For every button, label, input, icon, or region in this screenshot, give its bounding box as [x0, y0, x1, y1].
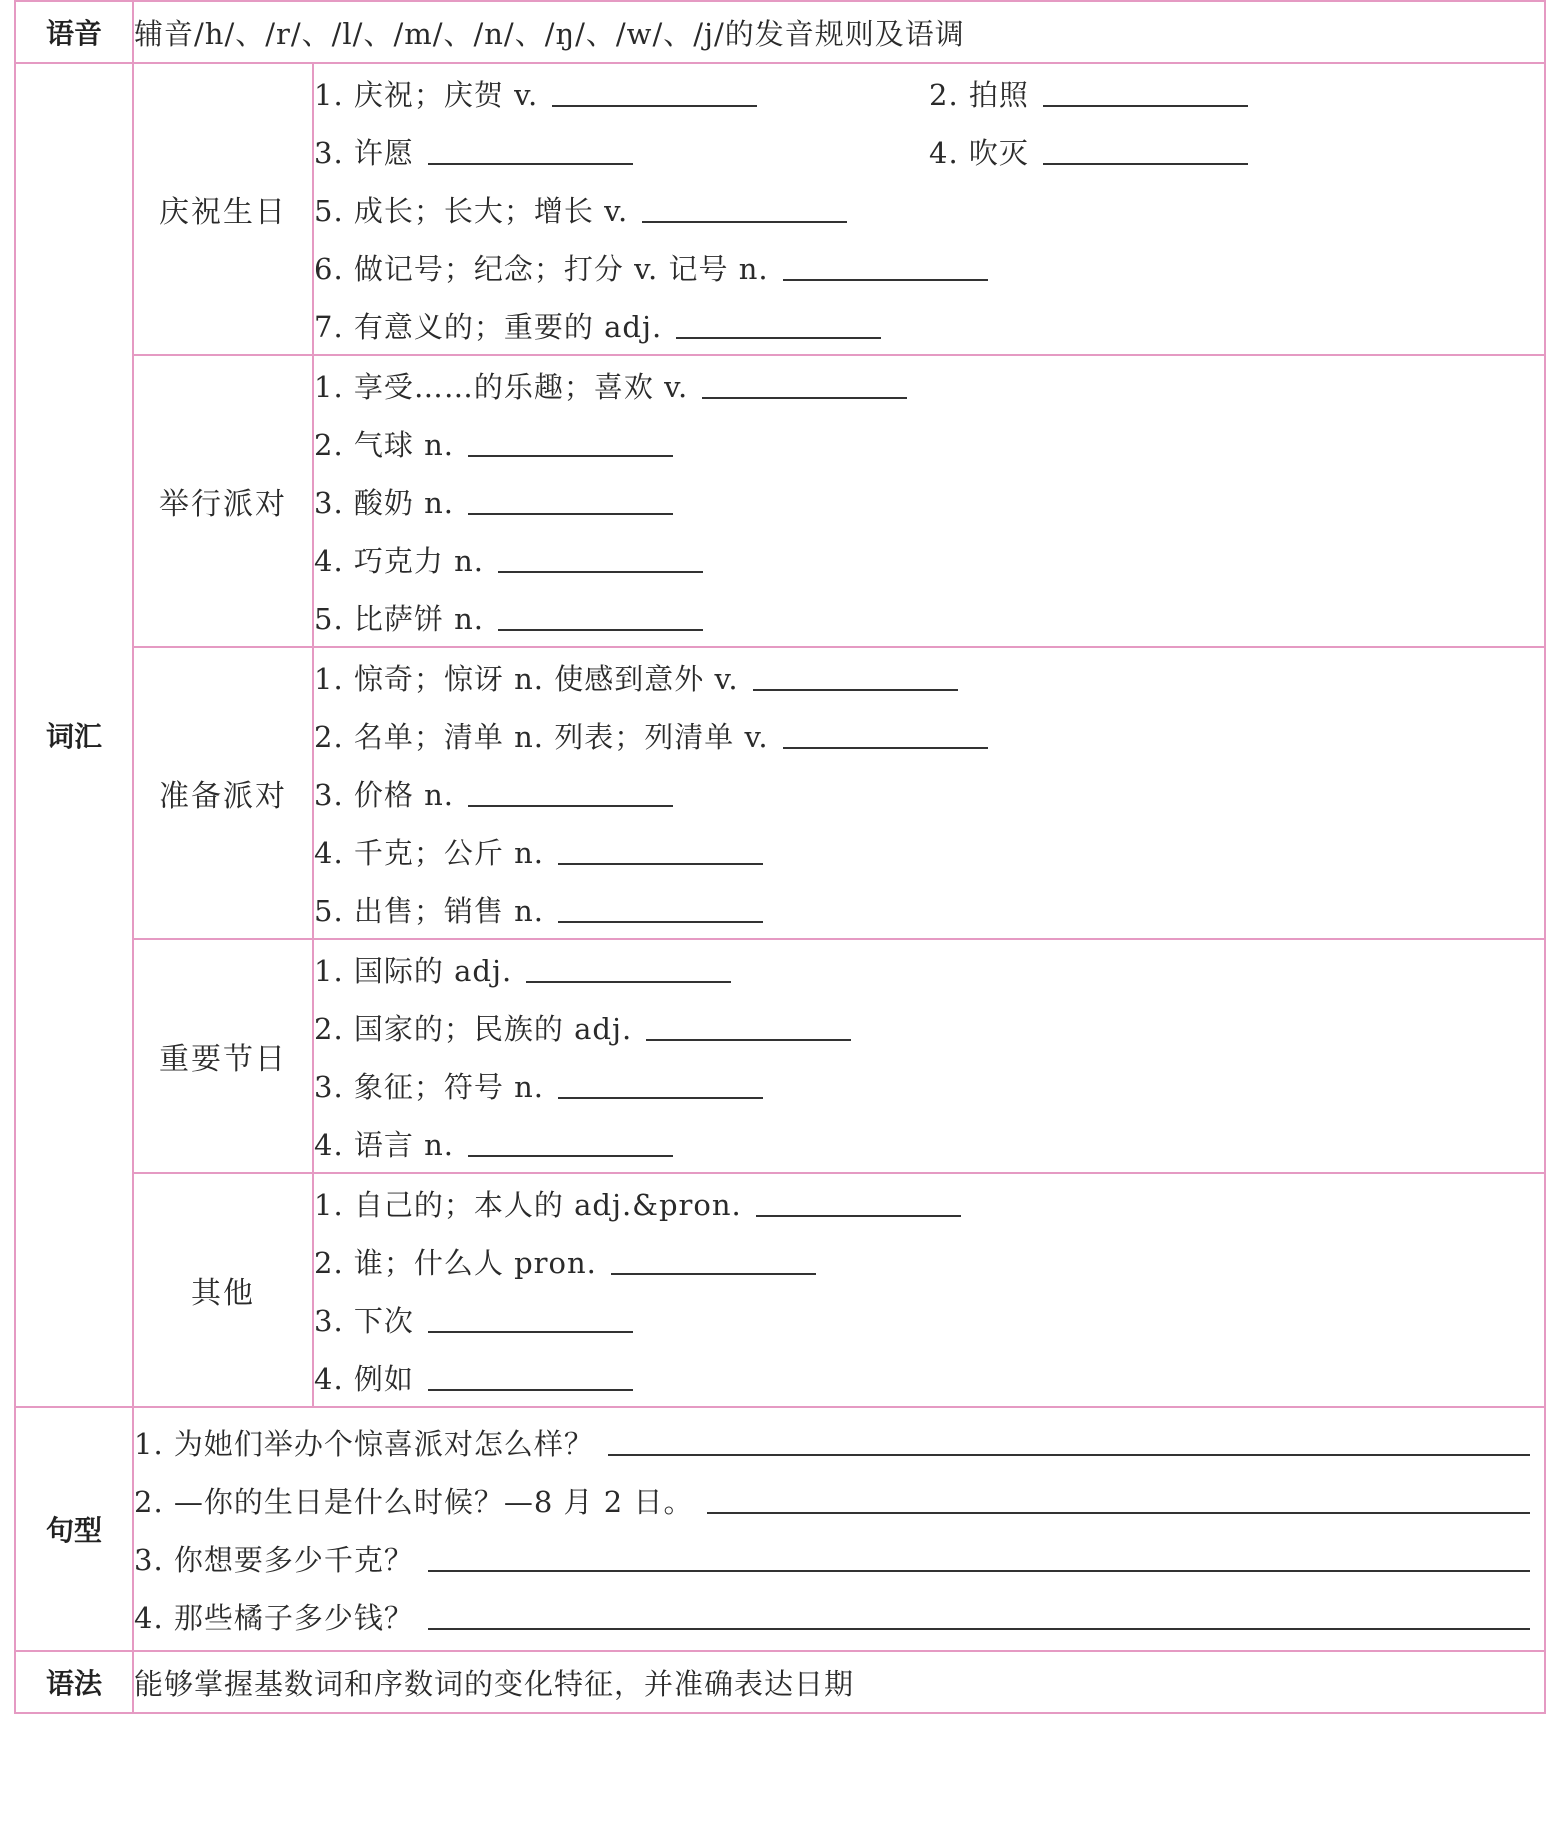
review-table: [14, 0, 1546, 1714]
vocab-item-text: 1. 享受……的乐趣；喜欢 v.: [314, 369, 689, 404]
answer-blank[interactable]: [756, 1189, 961, 1217]
answer-blank[interactable]: [428, 1544, 1530, 1572]
vocab-item-text: 3. 象征；符号 n.: [314, 1069, 545, 1104]
vocab-item-row: [314, 1290, 1544, 1348]
sentence-text: 1. 为她们举办个惊喜派对怎么样？: [134, 1426, 594, 1461]
vocabulary-header: 词汇: [15, 63, 133, 1407]
vocab-item-row: [314, 1056, 1544, 1114]
vocab-item-row: [314, 706, 1544, 764]
sentence-text: 4. 那些橘子多少钱？: [134, 1600, 414, 1635]
vocab-item-row: [314, 998, 1544, 1056]
vocab-item-row: [314, 764, 1544, 822]
answer-blank[interactable]: [646, 1013, 851, 1041]
answer-blank[interactable]: [498, 545, 703, 573]
review-table-sheet: [14, 0, 1544, 1828]
answer-blank[interactable]: [558, 895, 763, 923]
vocab-group-celebrate: [15, 63, 1545, 355]
vocab-group-festivals: [15, 939, 1545, 1173]
answer-blank[interactable]: [468, 429, 673, 457]
vocab-item-row: [314, 588, 1544, 646]
vocab-item-row: [314, 238, 1544, 296]
vocab-item-row: [314, 472, 1544, 530]
vocab-item-text: 4. 千克；公斤 n.: [314, 835, 545, 870]
answer-blank[interactable]: [558, 1071, 763, 1099]
vocab-item-row: [314, 822, 1544, 880]
sentences-row: [15, 1407, 1545, 1651]
vocab-item-row: [314, 1114, 1544, 1172]
answer-blank[interactable]: [526, 955, 731, 983]
answer-blank[interactable]: [753, 663, 958, 691]
answer-blank[interactable]: [642, 195, 847, 223]
vocab-item-text: 5. 比萨饼 n.: [314, 601, 485, 636]
vocab-group-label: 庆祝生日: [133, 63, 313, 355]
grammar-content: 能够掌握基数词和序数词的变化特征，并准确表达日期: [133, 1651, 1545, 1713]
sentence-item: [134, 1471, 1544, 1529]
answer-blank[interactable]: [468, 487, 673, 515]
vocab-item-text: 1. 自己的；本人的 adj.&pron.: [314, 1187, 742, 1222]
vocab-item-text: 7. 有意义的；重要的 adj.: [314, 309, 663, 344]
vocab-item-row: [314, 880, 1544, 938]
sentence-item: [134, 1413, 1544, 1471]
vocab-item-text: 1. 庆祝；庆贺 v.: [314, 77, 539, 112]
vocab-group-label: 举行派对: [133, 355, 313, 647]
vocab-item-text: 2. 拍照: [929, 77, 1029, 112]
answer-blank[interactable]: [783, 253, 988, 281]
vocab-item-text: 4. 巧克力 n.: [314, 543, 485, 578]
vocab-group-other: [15, 1173, 1545, 1407]
sentence-text: 2. —你的生日是什么时候？—8 月 2 日。: [134, 1484, 694, 1519]
answer-blank[interactable]: [676, 311, 881, 339]
answer-blank[interactable]: [783, 721, 988, 749]
vocab-group-label: 其他: [133, 1173, 313, 1407]
vocab-item-row: [314, 1174, 1544, 1232]
answer-blank[interactable]: [552, 79, 757, 107]
vocab-item-row: [314, 414, 1544, 472]
vocab-group-label: 准备派对: [133, 647, 313, 939]
answer-blank[interactable]: [498, 603, 703, 631]
answer-blank[interactable]: [702, 371, 907, 399]
vocab-item-row: [314, 648, 1544, 706]
grammar-row: [15, 1651, 1545, 1713]
vocab-item-text: 3. 许愿: [314, 135, 414, 170]
vocab-group-prepare: [15, 647, 1545, 939]
vocab-item-text: 2. 气球 n.: [314, 427, 455, 462]
answer-blank[interactable]: [611, 1247, 816, 1275]
vocab-item-row: [314, 940, 1544, 998]
sentence-text: 3. 你想要多少千克？: [134, 1542, 414, 1577]
vocab-item-row: [314, 356, 1544, 414]
answer-blank[interactable]: [558, 837, 763, 865]
vocab-item-row: [314, 180, 1544, 238]
vocab-item-row: [314, 530, 1544, 588]
vocab-item-text: 2. 国家的；民族的 adj.: [314, 1011, 633, 1046]
vocab-item-row: [314, 122, 1544, 180]
answer-blank[interactable]: [1043, 79, 1248, 107]
vocab-item-text: 4. 吹灭: [929, 135, 1029, 170]
answer-blank[interactable]: [1043, 137, 1248, 165]
phonetics-header: 语音: [15, 1, 133, 63]
vocab-group-label: 重要节日: [133, 939, 313, 1173]
vocab-item-text: 5. 出售；销售 n.: [314, 893, 545, 928]
vocab-item-text: 1. 国际的 adj.: [314, 953, 513, 988]
answer-blank[interactable]: [428, 1602, 1530, 1630]
phonetics-content: 辅音/h/、/r/、/l/、/m/、/n/、/ŋ/、/w/、/j/的发音规则及语调: [133, 1, 1545, 63]
vocab-item-text: 5. 成长；长大；增长 v.: [314, 193, 629, 228]
answer-blank[interactable]: [428, 1363, 633, 1391]
vocab-item-text: 4. 例如: [314, 1361, 414, 1396]
answer-blank[interactable]: [608, 1428, 1530, 1456]
vocab-item-row: [314, 1232, 1544, 1290]
answer-blank[interactable]: [428, 1305, 633, 1333]
vocab-item-text: 1. 惊奇；惊讶 n. 使感到意外 v.: [314, 661, 739, 696]
phonetics-row: [15, 1, 1545, 63]
vocab-item-text: 3. 价格 n.: [314, 777, 455, 812]
vocab-item-text: 3. 下次: [314, 1303, 414, 1338]
vocab-item-text: 3. 酸奶 n.: [314, 485, 455, 520]
vocab-item-row: [314, 296, 1544, 354]
answer-blank[interactable]: [468, 1129, 673, 1157]
answer-blank[interactable]: [707, 1486, 1530, 1514]
answer-blank[interactable]: [468, 779, 673, 807]
vocab-item-row: [314, 64, 1544, 122]
vocab-item-text: 2. 谁；什么人 pron.: [314, 1245, 597, 1280]
vocab-item-text: 4. 语言 n.: [314, 1127, 455, 1162]
vocab-item-row: [314, 1348, 1544, 1406]
sentence-item: [134, 1587, 1544, 1645]
grammar-header: 语法: [15, 1651, 133, 1713]
sentences-header: 句型: [15, 1407, 133, 1651]
vocab-item-text: 6. 做记号；纪念；打分 v. 记号 n.: [314, 251, 769, 286]
vocab-item-text: 2. 名单；清单 n. 列表；列清单 v.: [314, 719, 769, 754]
sentence-item: [134, 1529, 1544, 1587]
answer-blank[interactable]: [428, 137, 633, 165]
vocab-group-party: [15, 355, 1545, 647]
